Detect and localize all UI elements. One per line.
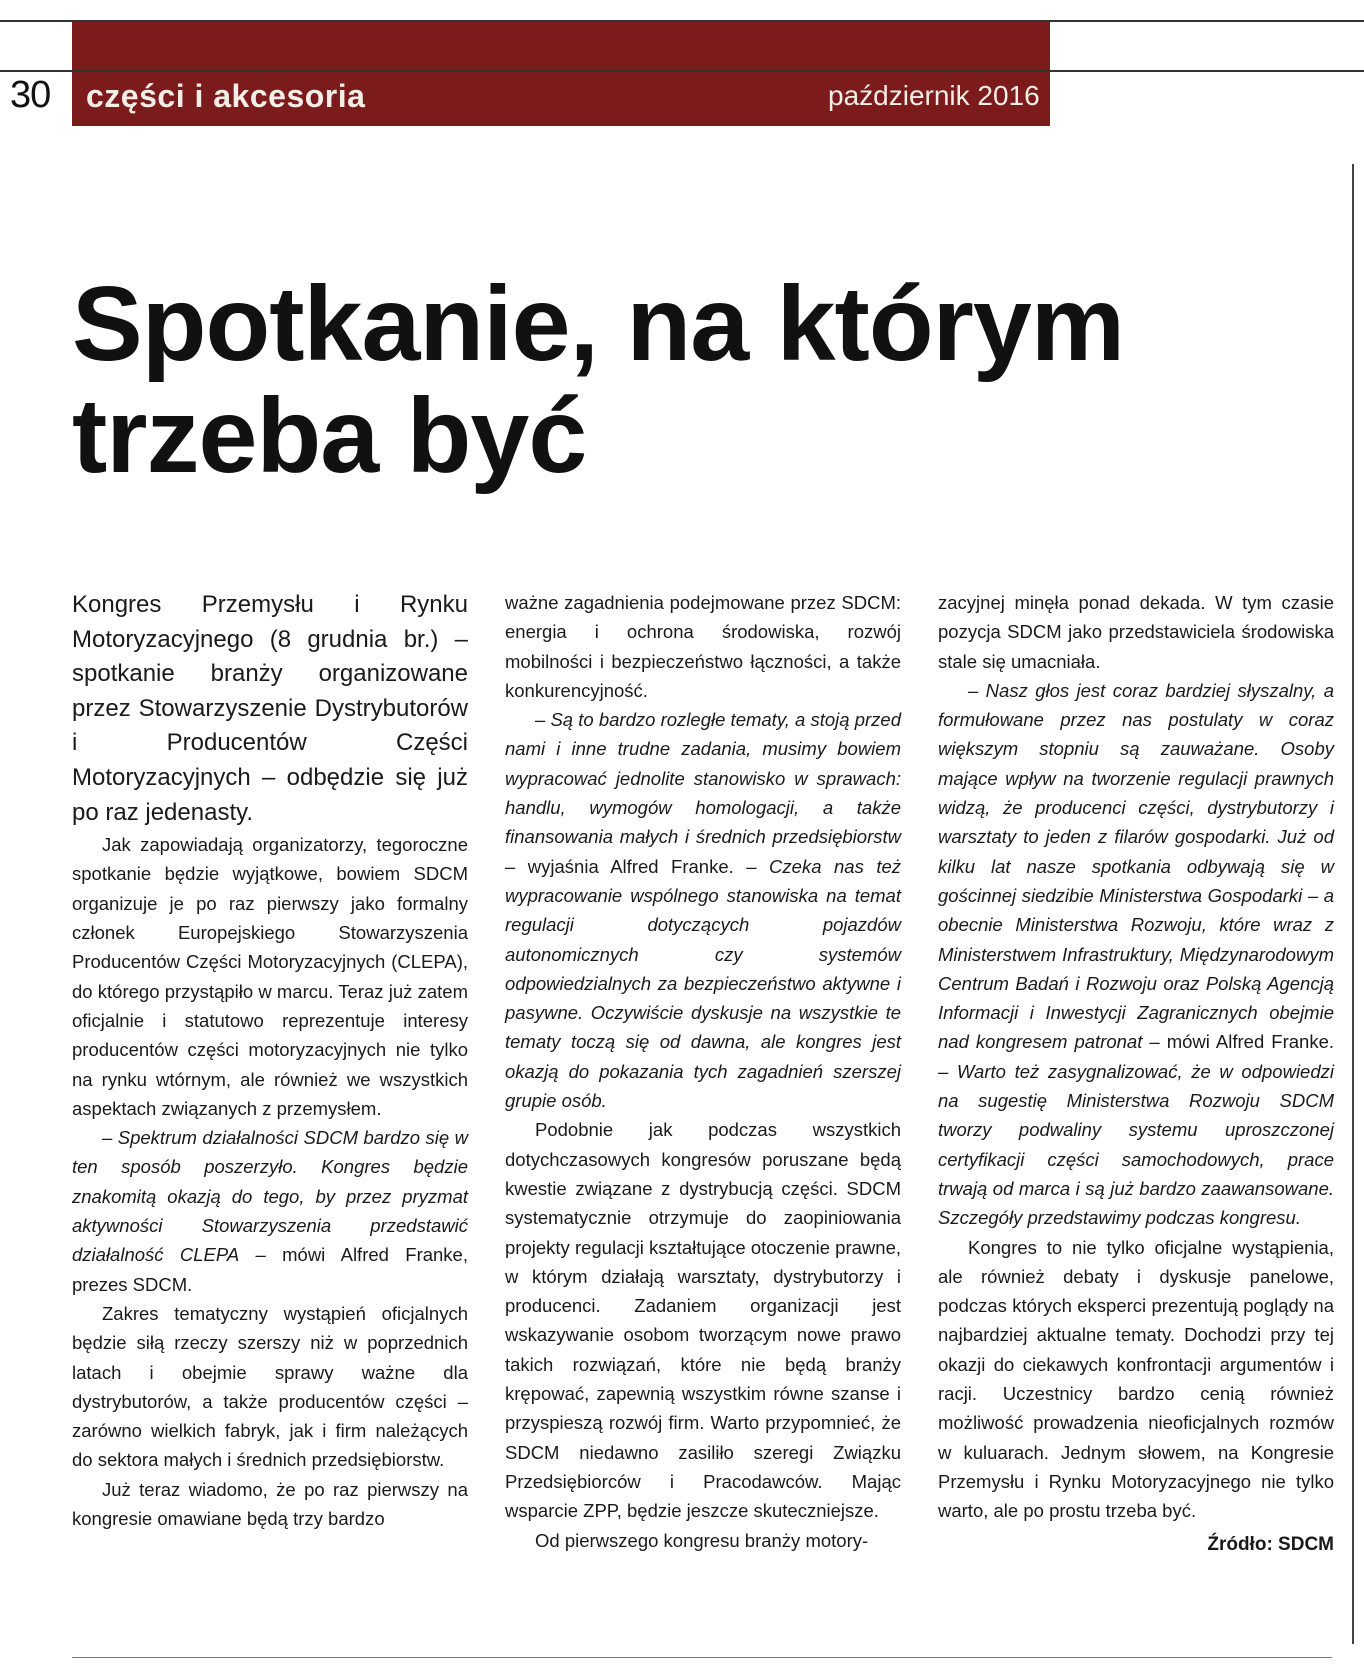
article-lead: Kongres Przemysłu i Rynku Motoryzacyjnego (8 grudnia br.) – spotkanie branży organizowane przez Stowarzyszenie Dystrybutorów i Producentów Części Motoryzacyjnych – odbędzie się już po raz jedenasty.	[72, 591, 468, 826]
quote-text: – Są to bardzo rozległe tematy, a stoją przed nami i inne trudne zadania, musimy bowiem wypracować jednolite stanowisko w sprawach: handlu, wymogów homologacji, a także finansowania małych i średnich przedsiębiorstw	[505, 709, 901, 848]
attribution: – mówi Alfred Franke, prezes SDCM.	[72, 1244, 468, 1295]
quote-text: – Nasz głos jest coraz bardziej słyszalny, a formułowane przez nas postulaty w coraz większym stopniu są zauważane. Osoby mające wpływ na tworzenie regulacji prawnych widzą, że producenci części, dystrybutorzy i warsztaty to jeden z filarów gospodarki. Już od kilku lat nasze spotkania odbywają się w gościnnej siedzibie Ministerstwa Gospodarki – a obecnie Ministerstwa Rozwoju, które wraz z Ministerstwem Infrastruktury, Międzynarodowym Centrum Badań i Rozwoju oraz Polską Agencją Informacji i Inwestycji Zagranicznych obejmie nad kongresem patronat	[938, 679, 1334, 1053]
column-3	[938, 588, 1334, 1559]
section-title: części i akcesoria	[86, 78, 366, 114]
paragraph: zacyjnej minęła ponad dekada. W tym czasie pozycja SDCM jako przedstawiciela środowiska stale się umacniała.	[938, 592, 1334, 672]
page-edge-line	[1352, 164, 1354, 1644]
paragraph: ważne zagadnienia podejmowane przez SDCM: energia i ochrona środowiska, rozwój mobilności i bezpieczeństwo łączności, a także konkurencyjność.	[505, 592, 901, 701]
attribution: – mówi Alfred Franke.	[1142, 1031, 1335, 1053]
column-2	[505, 588, 901, 1555]
headline-line-2: trzeba być	[72, 377, 587, 495]
header-rule	[0, 70, 1364, 72]
source-credit: Źródło: SDCM	[1207, 1533, 1334, 1555]
bottom-rule	[72, 1657, 1332, 1658]
quote-paragraph	[72, 1123, 468, 1299]
column-1	[72, 588, 468, 1533]
quote-text: – Czeka nas też wypracowanie wspólnego stanowiska na temat regulacji dotyczących pojazdów autonomicznych czy systemów odpowiedzialnych za bezpieczeństwo aktywne i pasywne. Oczywiście dyskusje na wszystkie te tematy toczą się od dawna, ale kongres jest okazją do pokazania tych zagadnień szerszej grupie osób.	[505, 855, 901, 1112]
attribution: – wyjaśnia Alfred Franke.	[505, 855, 747, 877]
paragraph: Już teraz wiadomo, że po raz pierwszy na kongresie omawiane będą trzy bardzo	[72, 1478, 468, 1529]
paragraph: Jak zapowiadają organizatorzy, tegoroczne spotkanie będzie wyjątkowe, bowiem SDCM organizuje je po raz pierwszy jako formalny członek Europejskiego Stowarzyszenia Producentów Części Motoryzacyjnych (CLEPA), do którego przystąpiło w marcu. Teraz już zatem oficjalnie i statutowo reprezentuje interesy producentów części motoryzacyjnych nie tylko na rynku wtórnym, ale również we wszystkich aspektach związanych z przemysłem.	[72, 834, 468, 1119]
paragraph: Zakres tematyczny wystąpień oficjalnych będzie siłą rzeczy szerszy niż w poprzednich latach i obejmie sprawy ważne dla dystrybutorów, a także producentów części – zarówno wielkich fabryk, jak i firm należących do sektora małych i średnich przedsiębiorstw.	[72, 1302, 468, 1471]
quote-paragraph	[505, 705, 901, 1115]
paragraph: Kongres to nie tylko oficjalne wystąpienia, ale również debaty i dyskusje panelowe, podczas których eksperci prezentują poglądy na najbardziej aktualne tematy. Dochodzi przy tej okazji do ciekawych konfrontacji argumentów i racji. Uczestnicy bardzo cenią również możliwość prowadzenia nieoficjalnych rozmów w kuluarach. Jednym słowem, na Kongresie Przemysłu i Rynku Motoryzacyjnego nie tylko warto, ale po prostu trzeba być.	[938, 1236, 1334, 1522]
page-number: 30	[10, 74, 51, 116]
issue-date: październik 2016	[828, 80, 1040, 111]
paragraph: Od pierwszego kongresu branży motory-	[535, 1529, 869, 1551]
article-headline	[72, 265, 1332, 495]
quote-text: – Warto też zasygnalizować, że w odpowiedzi na sugestię Ministerstwa Rozwoju SDCM tworzy podwaliny systemu uproszczonej certyfikacji części samochodowych, prace trwają od marca i są już bardzo zaawansowane. Szczegóły przedstawimy podczas kongresu.	[938, 1060, 1334, 1229]
headline-line-1: Spotkanie, na którym	[72, 265, 1125, 383]
paragraph: Podobnie jak podczas wszystkich dotychczasowych kongresów poruszane będą kwestie związane z dystrybucją części. SDCM systematycznie otrzymuje do zaopiniowania projekty regulacji kształtujące otoczenie prawne, w którym działają warsztaty, dystrybutorzy i producenci. Zadaniem organizacji jest wskazywanie osobom tworzącym nowe prawo takich rozwiązań, które nie będą branży krępować, zapewnią wszystkim równe szanse i przyspieszą rozwój firm. Warto przypomnieć, że SDCM niedawno zasiliło szeregi Związku Przedsiębiorców i Pracodawców. Mając wsparcie ZPP, będzie jeszcze skuteczniejsze.	[505, 1119, 901, 1522]
quote-paragraph	[938, 676, 1334, 1233]
quote-text: – Spektrum działalności SDCM bardzo się w ten sposób poszerzyło. Kongres będzie znakomitą okazją do tego, by przez pryzmat aktywności Stowarzyszenia przedstawić działalność CLEPA	[72, 1127, 468, 1266]
